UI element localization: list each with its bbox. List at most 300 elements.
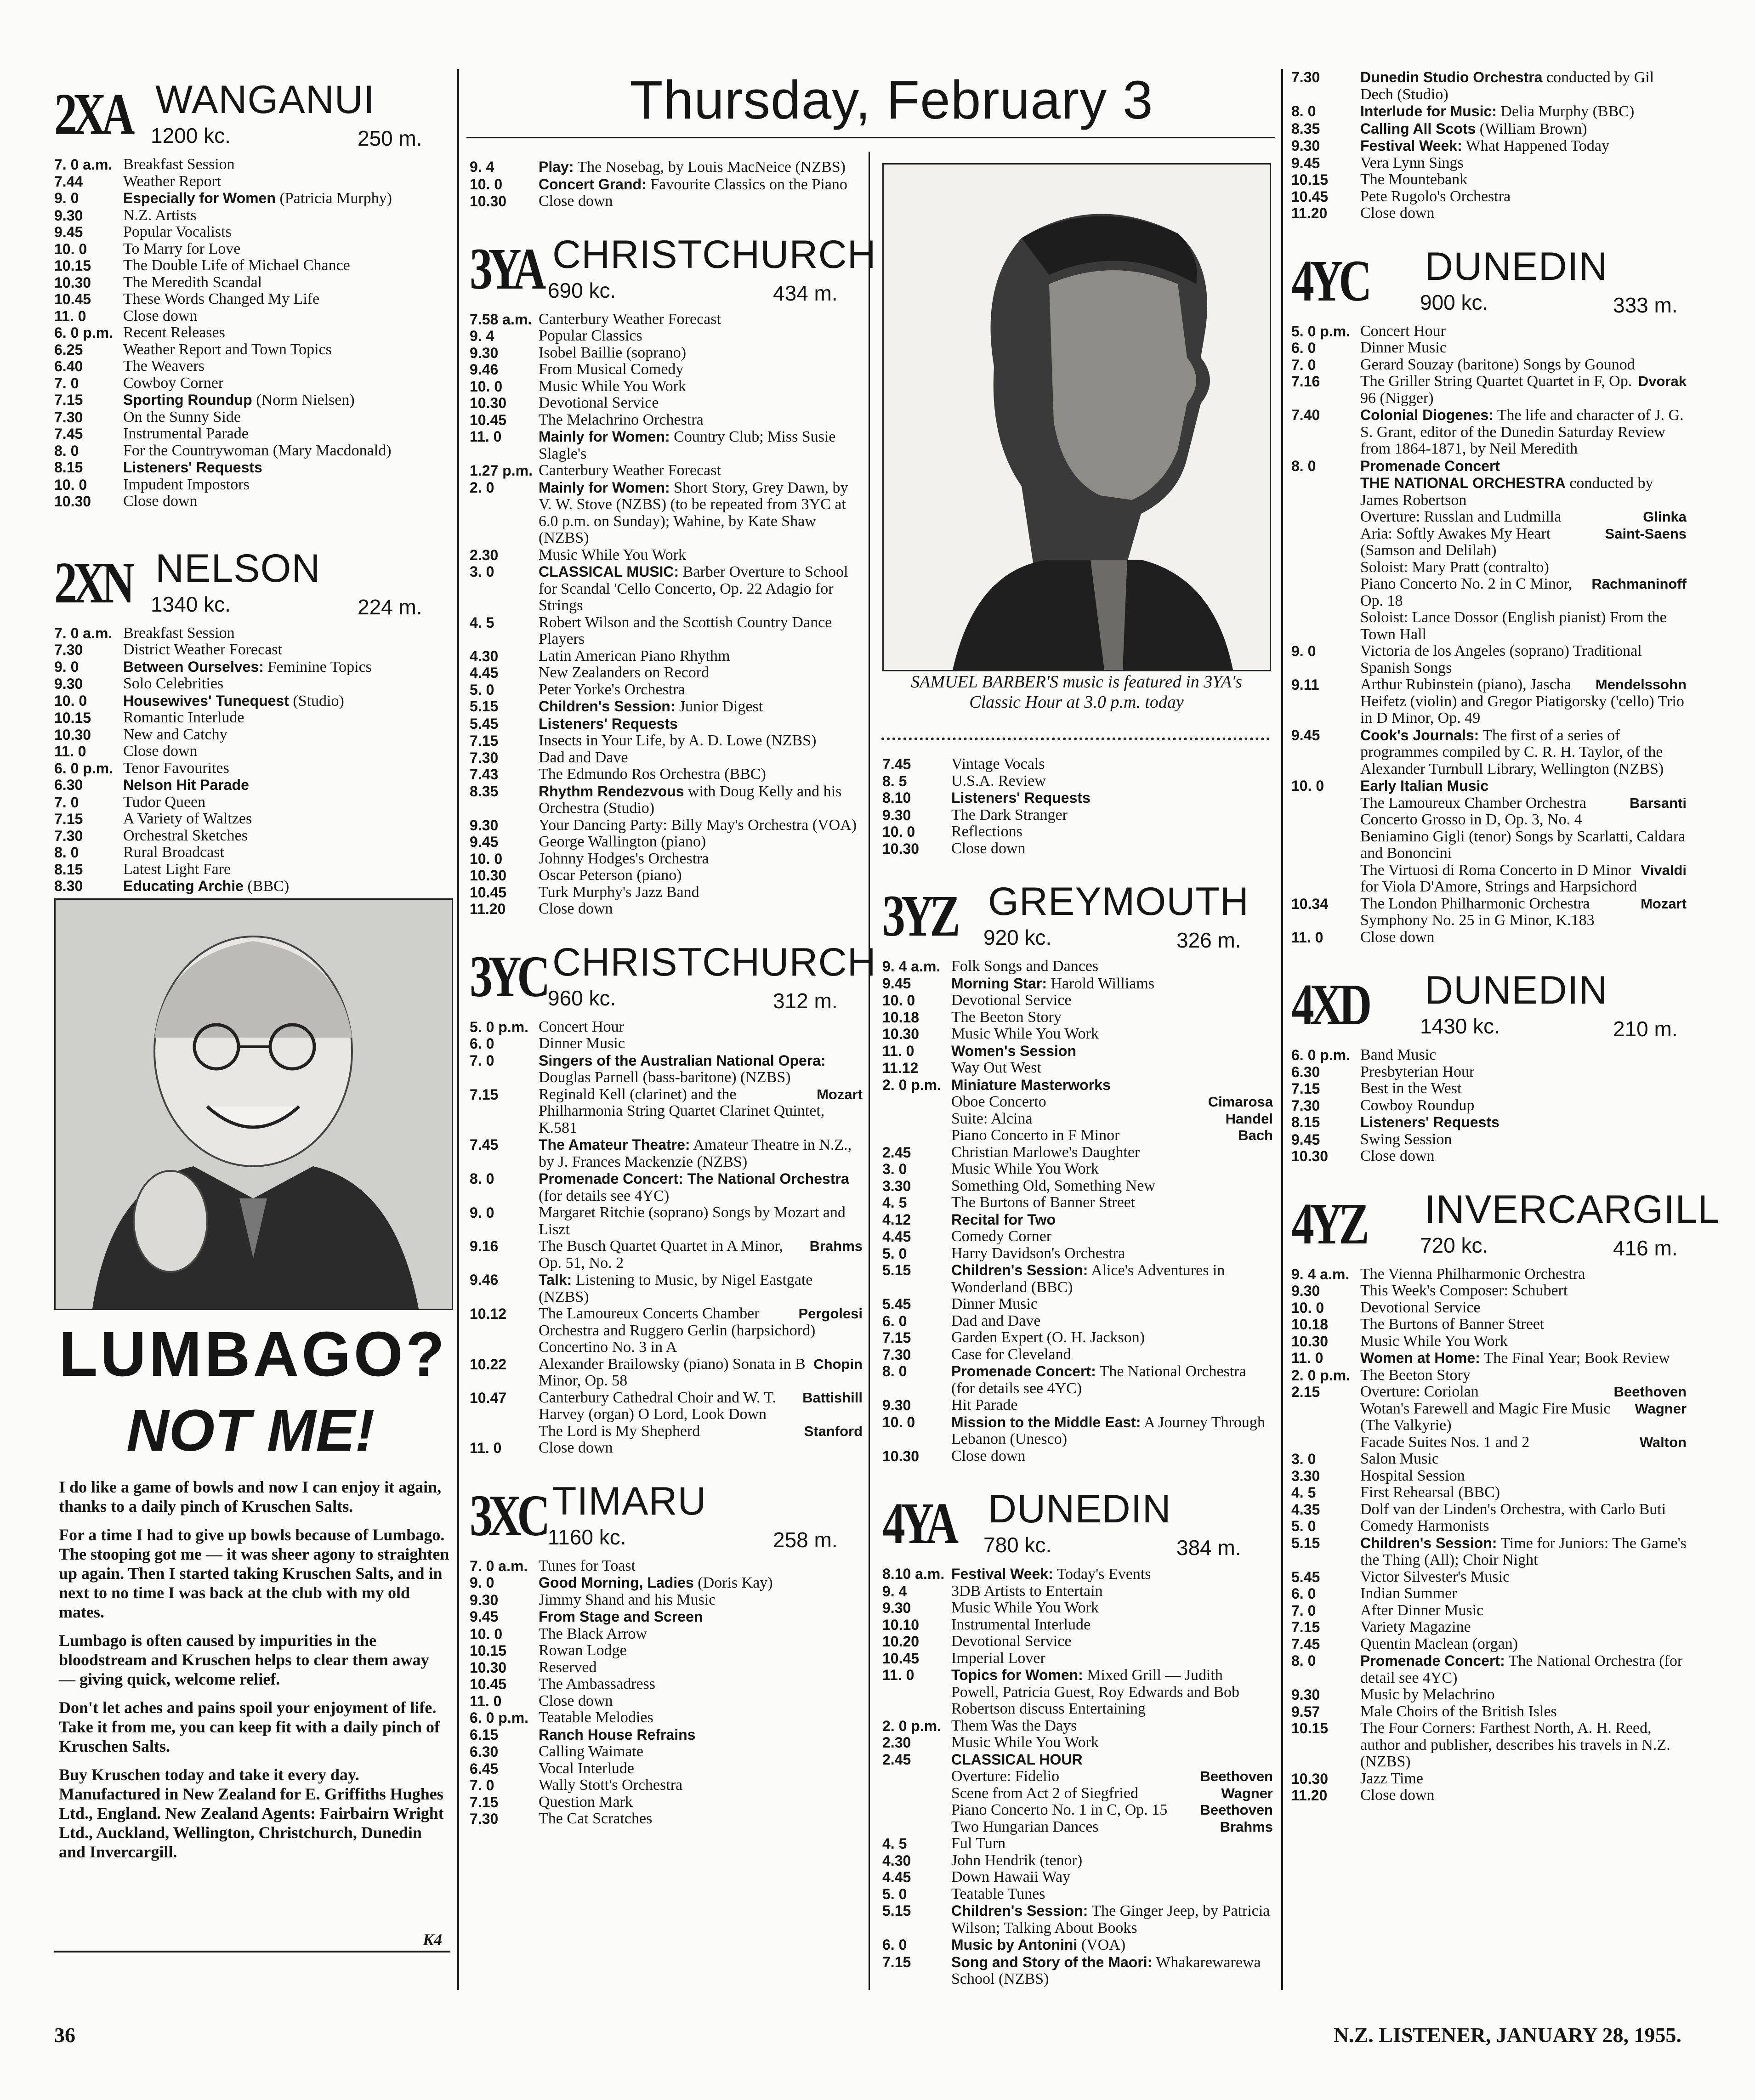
time-label: 6. 0 p.m.	[54, 760, 114, 777]
list-item	[470, 867, 863, 884]
program-text: Harry Davidson's Orchestra	[951, 1244, 1125, 1262]
program-text: Arthur Rubinstein (piano), Jascha Heifetz (violin) and Gregor Piatigorsky ('cello) Trio in D Minor, Op. 49	[1360, 676, 1684, 726]
list-item	[54, 709, 449, 726]
list-item	[1291, 1384, 1687, 1401]
program-text: The first of a series of programmes compiled by C. R. H. Taylor, of the Alexander Turnbull Library, Wellington (NZBS)	[1360, 726, 1664, 778]
program-text: Canterbury Weather Forecast	[539, 462, 721, 479]
list-item	[882, 756, 1273, 773]
list-item	[1291, 1283, 1687, 1300]
program-title: Miniature Masterworks	[951, 1076, 1111, 1093]
program-title: Rhythm Rendezvous	[539, 783, 684, 800]
time-label: 5.15	[470, 698, 499, 715]
list-item	[882, 1802, 1273, 1819]
time-label: 11. 0	[54, 307, 86, 324]
time-label: 2.15	[1291, 1384, 1320, 1400]
program-text: The National Orchestra (for detail see 4YC)	[1360, 1652, 1683, 1686]
time-label: 5.45	[882, 1296, 911, 1312]
program-title: Recital for Two	[951, 1211, 1056, 1228]
list-item	[1291, 458, 1687, 475]
program-text: Close down	[1360, 1787, 1435, 1804]
program-text: The life and character of J. G. S. Grant, editor of the Dunedin Saturday Review from 1864-1871, by Neil Meredith	[1360, 407, 1684, 457]
time-label: 9.30	[54, 207, 83, 224]
program-text: Soloist: Lance Dossor (English pianist) From the Town Hall	[1360, 609, 1667, 643]
list-item	[54, 324, 449, 341]
station-header	[1291, 240, 1687, 323]
program-text: Alexander Brailowsky (piano) Sonata in B Minor, Op. 58	[539, 1355, 806, 1389]
station-frequency: 1430 kc.	[1420, 1014, 1500, 1038]
list-item	[470, 1086, 863, 1137]
time-label: 2.30	[882, 1734, 911, 1751]
list-item	[470, 1558, 863, 1575]
list-item	[1291, 1787, 1687, 1804]
time-label: 9.30	[1291, 1686, 1320, 1703]
program-text: Question Mark	[539, 1793, 633, 1811]
program-text: Junior Digest	[679, 698, 763, 715]
time-label: 2.45	[882, 1144, 911, 1161]
program-text: Dad and Dave	[951, 1312, 1041, 1329]
list-item	[882, 1111, 1273, 1128]
list-item	[470, 749, 863, 766]
time-label: 10.15	[470, 1642, 507, 1659]
program-text: Favourite Classics on the Piano	[650, 176, 847, 193]
column-2	[470, 159, 876, 1828]
time-label: 10. 0	[1291, 778, 1324, 794]
station-call-sign: 3XC	[470, 1482, 546, 1548]
program-title: Ranch House Refrains	[539, 1726, 696, 1743]
time-label: 4. 5	[1291, 1484, 1316, 1501]
time-label: 10.22	[470, 1356, 507, 1373]
program-text: Suite: Alcina	[951, 1110, 1033, 1127]
program-text: Listening to Music, by Nigel Eastgate (NZBS)	[539, 1271, 813, 1305]
list-item	[1291, 559, 1687, 576]
list-item	[1291, 103, 1687, 120]
program-text: A Variety of Waltzes	[123, 810, 252, 827]
program-text: Breakfast Session	[123, 156, 235, 173]
program-title: Women's Session	[951, 1042, 1076, 1059]
program-text: Short Story, Grey Dawn, by V. W. Stove (NZBS) (to be repeated from 3YC at 6.0 p.m. on Sunday); Wahine, by Kate Shaw (NZBS)	[539, 479, 848, 546]
program-text: Concert Hour	[539, 1018, 625, 1035]
time-label: 9.30	[470, 817, 499, 834]
list-item	[54, 274, 449, 291]
list-item	[1291, 1720, 1687, 1771]
program-text: Vera Lynn Sings	[1360, 154, 1464, 171]
time-label: 10.30	[470, 1659, 507, 1676]
time-label: 11. 0	[1291, 1350, 1323, 1366]
time-label: 7.45	[882, 756, 911, 772]
program-text: Christian Marlowe's Daughter	[951, 1143, 1140, 1161]
station-city: DUNEDIN	[1425, 968, 1608, 1012]
time-label: 10.45	[1291, 188, 1329, 205]
program-text: Margaret Ritchie (soprano) Songs by Mozart and Liszt	[539, 1204, 846, 1238]
column-3	[882, 756, 1273, 1988]
time-label: 10.30	[54, 726, 91, 743]
list-item	[1291, 1350, 1687, 1367]
station-header	[470, 1475, 863, 1558]
list-item	[1291, 1047, 1687, 1064]
program-text: (Patricia Murphy)	[279, 190, 392, 207]
station-wavelength: 326 m.	[1176, 928, 1241, 952]
time-label: 7. 0	[470, 1052, 494, 1069]
time-label: 10.15	[54, 709, 91, 726]
time-label: 10.10	[882, 1616, 920, 1633]
program-text: Amateur Theatre in N.Z., by J. Frances Mackenzie (NZBS)	[539, 1136, 852, 1170]
list-item	[470, 1760, 863, 1777]
time-label: 9.30	[882, 806, 911, 823]
time-label: 10. 0	[54, 476, 87, 493]
list-item	[54, 156, 449, 173]
list-item	[882, 1194, 1273, 1211]
list-item	[1291, 1148, 1687, 1165]
time-label: 3. 0	[882, 1161, 907, 1177]
time-label: 10.45	[470, 1676, 507, 1692]
list-item	[882, 1026, 1273, 1043]
list-item	[470, 563, 863, 614]
station-wavelength: 333 m.	[1613, 293, 1678, 317]
program-text: Hit Parade	[951, 1396, 1018, 1413]
program-text: Music While You Work	[951, 1160, 1099, 1177]
list-item	[882, 1448, 1273, 1465]
station-frequency: 920 kc.	[983, 925, 1052, 949]
list-item	[882, 789, 1273, 807]
list-item	[470, 1726, 863, 1744]
page-number: 36	[54, 2023, 75, 2047]
time-label: 6. 0 p.m.	[1291, 1047, 1351, 1063]
program-list	[1291, 1047, 1687, 1165]
list-item	[882, 1902, 1273, 1936]
time-label: 9. 4	[470, 328, 494, 344]
station-call-sign: 4YA	[882, 1491, 954, 1556]
time-label: 11. 0	[882, 1667, 914, 1683]
time-label: 5. 0	[1291, 1518, 1316, 1534]
program-title: CLASSICAL HOUR	[951, 1751, 1083, 1768]
list-item	[54, 173, 449, 190]
list-item	[882, 1583, 1273, 1600]
list-item	[882, 1313, 1273, 1330]
program-title: Topics for Women:	[951, 1667, 1083, 1683]
list-item	[470, 1423, 863, 1440]
program-text: Feminine Topics	[267, 658, 372, 675]
station-header	[1291, 1183, 1720, 1266]
time-label: 2.45	[882, 1751, 911, 1768]
list-item	[882, 1667, 1273, 1718]
composer-label: Rachmaninoff	[1591, 576, 1687, 592]
program-title: Listeners' Requests	[951, 789, 1090, 806]
list-item	[470, 614, 863, 648]
time-label: 10.30	[54, 493, 91, 510]
list-item	[1291, 1518, 1687, 1535]
program-text: The Lamoureux Concerts Chamber Orchestra and Ruggero Gerlin (harpsichord) Concertino No. 3 in A	[539, 1305, 816, 1356]
time-label: 8. 0	[1291, 457, 1316, 474]
list-item	[882, 1245, 1273, 1262]
time-label: 10.15	[1291, 1720, 1329, 1737]
program-text: The Ambassadress	[539, 1675, 656, 1692]
list-item	[470, 328, 863, 345]
time-label: 7.30	[1291, 69, 1320, 85]
time-label: 8.10 a.m.	[882, 1566, 945, 1582]
program-text: Dolf van der Linden's Orchestra, with Carlo Buti	[1360, 1500, 1666, 1518]
program-text: The Griller String Quartet Quartet in F, Op. 96 (Nigger)	[1360, 373, 1632, 407]
list-item	[1291, 1114, 1687, 1131]
program-text: Music While You Work	[539, 377, 686, 395]
time-label: 9.30	[54, 675, 83, 692]
program-text: Indian Summer	[1360, 1585, 1457, 1602]
list-item	[882, 773, 1273, 790]
station-wavelength: 250 m.	[358, 126, 422, 150]
program-text: Johnny Hodges's Orchestra	[539, 850, 709, 867]
program-title: Song and Story of the Maori:	[951, 1953, 1153, 1970]
time-label: 10.30	[1291, 1333, 1329, 1350]
list-item	[470, 479, 863, 547]
time-label: 2. 0	[470, 479, 494, 496]
ad-headline-not-me: NOT ME!	[126, 1398, 375, 1464]
list-item	[470, 1709, 863, 1726]
program-text: Piano Concerto No. 1 in C, Op. 15	[951, 1801, 1168, 1818]
time-label: 9. 0	[470, 1204, 494, 1221]
program-text: Them Was the Days	[951, 1717, 1077, 1734]
list-item	[882, 1718, 1273, 1735]
time-label: 10.18	[1291, 1316, 1329, 1333]
program-text: Close down	[539, 900, 613, 917]
time-label: 5. 0	[882, 1245, 907, 1262]
time-label: 7. 0	[1291, 356, 1316, 373]
ad-headline-lumbago: LUMBAGO?	[59, 1319, 448, 1390]
composer-label: Wagner	[1221, 1785, 1273, 1801]
program-text: Popular Vocalists	[123, 223, 232, 240]
program-title: From Stage and Screen	[539, 1608, 703, 1625]
list-item	[470, 851, 863, 868]
station-frequency: 1160 kc.	[548, 1525, 626, 1549]
time-label: 4. 5	[882, 1194, 907, 1211]
program-text: Whakarewarewa School (NZBS)	[951, 1953, 1261, 1987]
program-list	[470, 1558, 863, 1828]
time-label: 10.15	[1291, 171, 1329, 188]
program-text: The Lord is My Shepherd	[539, 1422, 700, 1440]
list-item	[1291, 1501, 1687, 1518]
list-item	[1291, 205, 1687, 222]
time-label: 7. 0	[470, 1777, 494, 1794]
program-text: On the Sunny Side	[123, 408, 241, 426]
list-item	[54, 828, 449, 845]
list-item	[882, 1009, 1273, 1026]
time-label: 6. 0	[882, 1936, 907, 1953]
time-label: 7.15	[882, 1329, 911, 1346]
station-wavelength: 224 m.	[358, 595, 422, 619]
program-text: Something Old, Something New	[951, 1177, 1155, 1194]
list-item	[1291, 1097, 1687, 1114]
list-item	[882, 1869, 1273, 1886]
station-city: CHRISTCHURCH	[552, 940, 876, 984]
program-title: Housewives' Tunequest	[123, 692, 289, 709]
time-label: 9.45	[882, 975, 911, 992]
program-text: The Nosebag, by Louis MacNeice (NZBS)	[577, 159, 846, 176]
program-text: Your Dancing Party: Billy May's Orchestra (VOA)	[539, 816, 857, 834]
program-text: Instrumental Interlude	[951, 1616, 1091, 1633]
program-text: Orchestral Sketches	[123, 827, 248, 844]
composer-label: Brahms	[809, 1238, 863, 1254]
station-city: DUNEDIN	[1425, 244, 1608, 289]
program-text: Quentin Maclean (organ)	[1360, 1635, 1518, 1652]
time-label: 7.45	[470, 1136, 499, 1153]
program-text: Breakfast Session	[123, 624, 235, 641]
time-label: 8. 0	[54, 844, 79, 861]
program-text: with Doug Kelly and his Orchestra (Studio)	[539, 783, 842, 817]
list-item	[882, 823, 1273, 840]
station-city: CHRISTCHURCH	[552, 232, 876, 277]
column-4	[1291, 69, 1720, 1804]
list-item	[470, 1642, 863, 1659]
program-text: The Melachrino Orchestra	[539, 411, 704, 428]
list-item	[1291, 1771, 1687, 1788]
program-text: (Norm Nielsen)	[256, 392, 355, 409]
list-item	[882, 1127, 1273, 1144]
program-text: (BBC)	[247, 878, 290, 895]
time-label: 10.45	[54, 291, 91, 307]
time-label: 8.30	[54, 878, 83, 894]
list-item	[470, 1019, 863, 1036]
time-label: 10.47	[470, 1389, 507, 1406]
list-item	[54, 459, 449, 477]
station-frequency: 780 kc.	[983, 1533, 1052, 1557]
program-title: Promenade Concert:	[1360, 1652, 1505, 1669]
program-text: N.Z. Artists	[123, 206, 197, 224]
list-item	[54, 392, 449, 409]
samuel-barber-photo	[882, 163, 1271, 671]
program-text: Concert Hour	[1360, 322, 1446, 340]
list-item	[470, 1794, 863, 1811]
program-text: Reflections	[951, 823, 1022, 840]
program-text: Close down	[951, 840, 1026, 857]
program-text: Latin American Piano Rhythm	[539, 647, 730, 664]
program-text: Weather Report	[123, 172, 222, 190]
list-item	[470, 176, 863, 193]
column-divider	[869, 152, 870, 1990]
list-item	[470, 1608, 863, 1626]
program-list	[1291, 323, 1687, 946]
list-item	[54, 794, 449, 811]
time-label: 7.40	[1291, 407, 1320, 423]
smiling-man-image	[56, 900, 452, 1309]
ad-paragraph: Buy Kruschen today and take it every day. Manufactured in New Zealand for E. Griffiths Hughes Ltd., England. New Zealand Agents: Fairbairn Wright Ltd., Auckland, Wellington, Christchurch, Dunedin and Invercargill.	[59, 1765, 444, 1861]
ad-paragraph: I do like a game of bowls and now I can enjoy it again, thanks to a daily pinch of Kruschen Salts.	[59, 1478, 442, 1515]
composer-label: Mendelssohn	[1595, 676, 1687, 692]
list-item	[470, 1305, 863, 1356]
program-text: (Studio)	[293, 692, 344, 709]
time-label: 8.15	[1291, 1114, 1320, 1130]
program-text: Ful Turn	[951, 1835, 1006, 1852]
program-text: Country Club; Miss Susie Slagle's	[539, 428, 836, 462]
list-item	[470, 1052, 863, 1086]
time-label: 8. 0	[1291, 103, 1316, 119]
list-item	[470, 462, 863, 479]
column-divider	[457, 69, 459, 1990]
program-title: Promenade Concert:	[951, 1363, 1096, 1379]
list-item	[1291, 120, 1687, 138]
program-text: Barber Overture to School for Scandal 'Cello Concerto, Op. 22 Adagio for Strings	[539, 563, 848, 614]
program-text: Turk Murphy's Jazz Band	[539, 883, 699, 901]
time-label: 5.15	[882, 1902, 911, 1919]
program-text: Weather Report and Town Topics	[123, 341, 332, 358]
program-text: After Dinner Music	[1360, 1601, 1484, 1619]
list-item	[1291, 1602, 1687, 1619]
time-label: 7.44	[54, 173, 83, 190]
station-header	[470, 936, 876, 1019]
program-text: Band Music	[1360, 1046, 1437, 1063]
time-label: 5. 0	[882, 1885, 907, 1902]
list-item	[882, 1852, 1273, 1869]
time-label: 4.30	[882, 1852, 911, 1869]
program-text: Harold Williams	[1051, 975, 1155, 992]
time-label: 4.30	[470, 647, 499, 664]
list-item	[882, 1600, 1273, 1617]
program-text: Swing Session	[1360, 1130, 1452, 1148]
program-text: Down Hawaii Way	[951, 1868, 1071, 1885]
program-title: Especially for Women	[123, 190, 276, 206]
list-item	[1291, 1569, 1687, 1586]
time-label: 7.45	[1291, 1635, 1320, 1652]
program-text: Latest Light Fare	[123, 860, 231, 878]
list-item	[882, 1211, 1273, 1229]
program-text: Rowan Lodge	[539, 1642, 627, 1659]
program-text: Tudor Queen	[123, 793, 206, 811]
time-label: 10.30	[470, 395, 507, 411]
time-label: 10.30	[882, 1447, 920, 1464]
list-item	[1291, 1585, 1687, 1602]
list-item	[1291, 1080, 1687, 1097]
station-call-sign: 4YC	[1291, 248, 1368, 313]
composer-label: Pergolesi	[798, 1305, 863, 1322]
program-text: Victoria de los Angeles (soprano) Traditional Spanish Songs	[1360, 642, 1642, 676]
list-item	[470, 884, 863, 901]
station-wavelength: 258 m.	[773, 1527, 838, 1552]
list-item	[54, 190, 449, 207]
time-label: 10.15	[54, 257, 91, 274]
program-text: What Happened Today	[1465, 137, 1609, 154]
program-text: Male Choirs of the British Isles	[1360, 1703, 1557, 1720]
program-text: Beniamino Gigli (tenor) Songs by Scarlatti, Caldara and Bononcini	[1360, 828, 1686, 862]
list-item	[1291, 778, 1687, 795]
program-text: Canterbury Weather Forecast	[539, 310, 721, 328]
program-list	[1291, 69, 1687, 222]
time-label: 9. 0	[54, 658, 79, 675]
program-list	[882, 756, 1273, 857]
list-item	[1291, 188, 1687, 205]
program-text: Romantic Interlude	[123, 709, 244, 726]
time-label: 9.16	[470, 1238, 499, 1254]
time-label: 7.16	[1291, 373, 1320, 390]
list-item	[882, 1296, 1273, 1313]
program-title: Good Morning, Ladies	[539, 1574, 694, 1591]
program-text: The Four Corners: Farthest North, A. H. Reed, author and publisher, describes his travels in N.Z. (NZBS)	[1360, 1720, 1670, 1770]
time-label: 11.12	[882, 1060, 919, 1076]
time-label: 8. 0	[470, 1170, 494, 1187]
station-frequency: 720 kc.	[1420, 1233, 1488, 1257]
station-frequency: 1340 kc.	[151, 592, 231, 616]
program-text: Hospital Session	[1360, 1467, 1465, 1484]
list-item	[470, 1238, 863, 1271]
program-text: Dinner Music	[951, 1295, 1038, 1312]
time-label: 6.15	[470, 1726, 499, 1743]
list-item	[882, 1329, 1273, 1346]
time-label: 9. 4	[470, 159, 494, 175]
program-text: Reginald Kell (clarinet) and the Philharmonia String Quartet Clarinet Quintet, K.581	[539, 1085, 825, 1136]
program-text: Comedy Corner	[951, 1228, 1052, 1245]
station-wavelength: 210 m.	[1613, 1017, 1678, 1041]
time-label: 9.30	[1291, 137, 1320, 154]
program-list	[470, 1019, 863, 1457]
program-text: (William Brown)	[1479, 120, 1587, 137]
list-item	[470, 834, 863, 851]
list-item	[470, 901, 863, 918]
